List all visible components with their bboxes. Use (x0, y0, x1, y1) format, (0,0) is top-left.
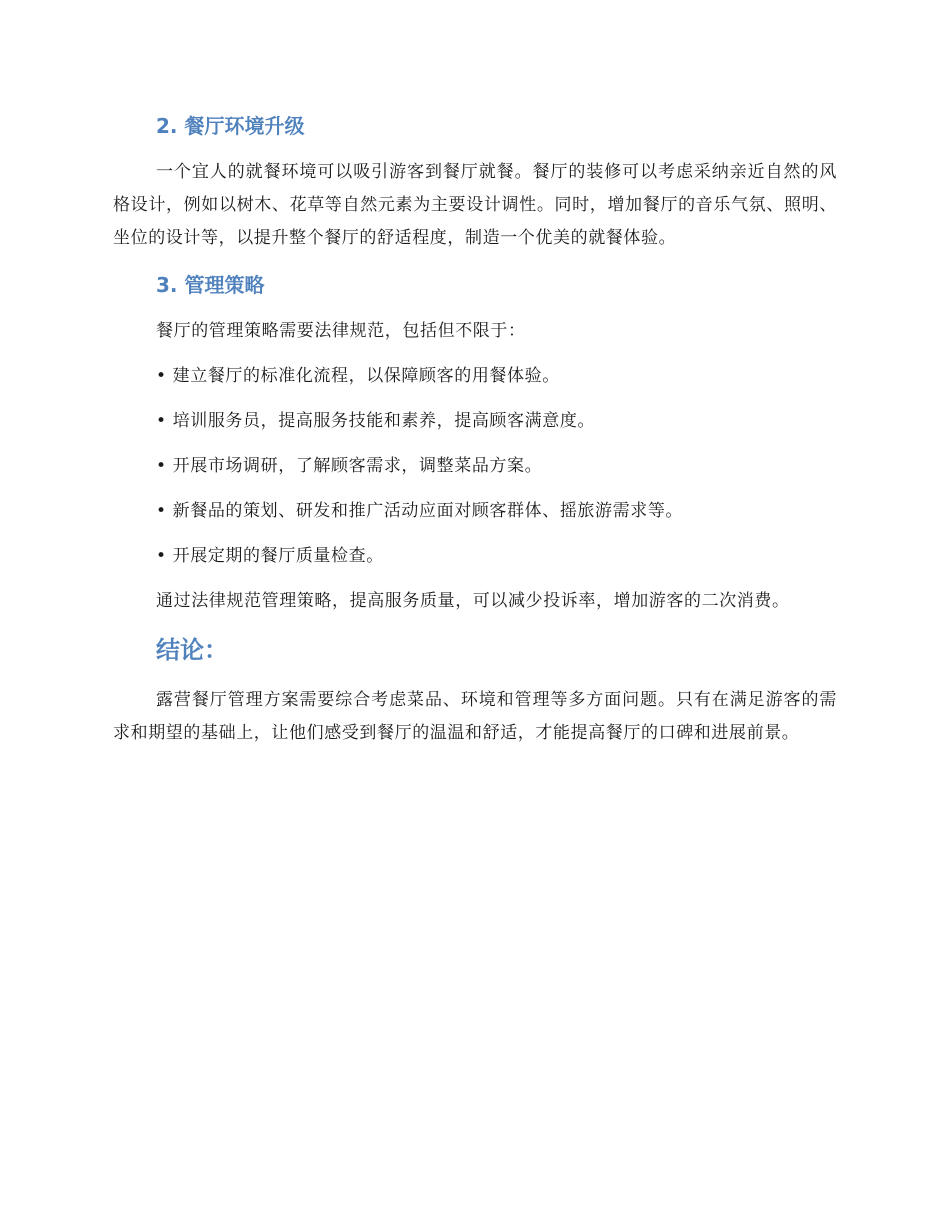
document-body (113, 108, 837, 750)
management-intro: 餐厅的管理策略需要法律规范，包括但不限于： (156, 321, 526, 341)
list-item: • 新餐品的策划、研发和推广活动应面对顾客群体、摇旅游需求等。 (156, 501, 684, 521)
list-item: • 开展定期的餐厅质量检查。 (156, 546, 384, 566)
conclusion-paragraph: 露营餐厅管理方案需要综合考虑菜品、环境和管理等多方面问题。只有在满足游客的需求和期望的基础上，让他们感受到餐厅的温温和舒适，才能提高餐厅的口碑和进展前景。 (113, 690, 837, 743)
section-heading-environment: 2. 餐厅环境升级 (156, 114, 305, 138)
list-item: • 培训服务员，提高服务技能和素养，提高顾客满意度。 (156, 411, 596, 431)
management-summary: 通过法律规范管理策略，提高服务质量，可以减少投诉率，增加游客的二次消费。 (156, 591, 790, 611)
environment-paragraph: 一个宜人的就餐环境可以吸引游客到餐厅就餐。餐厅的装修可以考虑采纳亲近自然的风格设计，例如以树木、花草等自然元素为主要设计调性。同时，增加餐厅的音乐气氛、照明、坐位的设计等，以提升整个餐厅的舒适程度，制造一个优美的就餐体验。 (113, 162, 837, 248)
list-item: • 开展市场调研，了解顾客需求，调整菜品方案。 (156, 456, 543, 476)
section-heading-conclusion: 结论： (156, 636, 228, 664)
list-item: • 建立餐厅的标准化流程，以保障顾客的用餐体验。 (156, 366, 560, 386)
section-heading-management: 3. 管理策略 (156, 273, 265, 297)
